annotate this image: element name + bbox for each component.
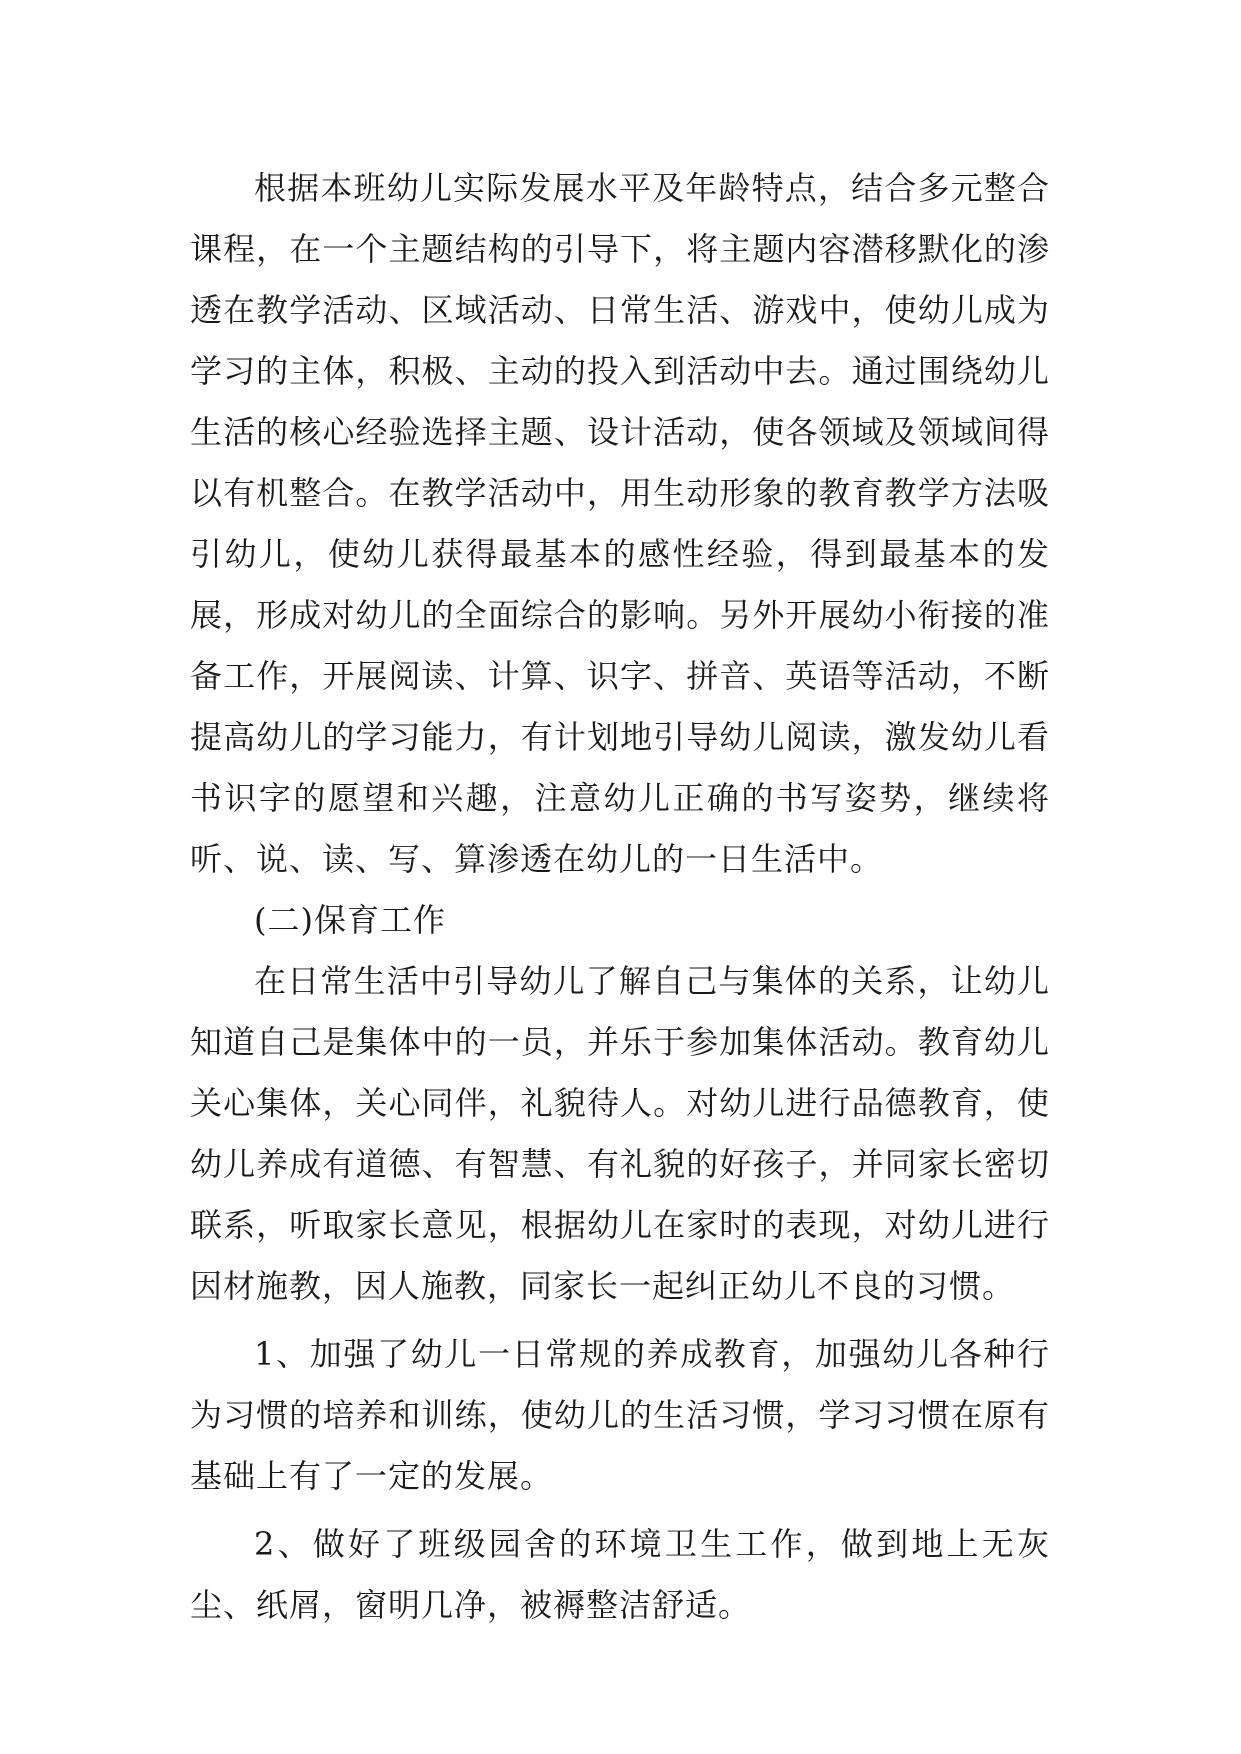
paragraph-daily-life: 在日常生活中引导幼儿了解自己与集体的关系，让幼儿知道自己是集体中的一员，并乐于参加集体活动。教育幼儿关心集体，关心同伴，礼貌待人。对幼儿进行品德教育，使幼儿养成有道德、有智慧、有礼貌的好孩子，并同家长密切联系，听取家长意见，根据幼儿在家时的表现，对幼儿进行因材施教，因人施教，同家长一起纠正幼儿不良的习惯。 bbox=[190, 962, 1050, 1305]
paragraph-item-2: 2、做好了班级园舍的环境卫生工作，做到地上无灰尘、纸屑，窗明几净，被褥整洁舒适。 bbox=[190, 1525, 1050, 1624]
paragraph-item-1: 1、加强了幼儿一日常规的养成教育，加强幼儿各种行为习惯的培养和训练，使幼儿的生活习惯，学习习惯在原有基础上有了一定的发展。 bbox=[190, 1335, 1050, 1495]
paragraph-curriculum: 根据本班幼儿实际发展水平及年龄特点，结合多元整合课程，在一个主题结构的引导下，将主题内容潜移默化的渗透在教学活动、区域活动、日常生活、游戏中，使幼儿成为学习的主体，积极、主动的投入到活动中去。通过围绕幼儿生活的核心经验选择主题、设计活动，使各领域及领域间得以有机整合。在教学活动中，用生动形象的教育教学方法吸引幼儿，使幼儿获得最基本的感性经验，得到最基本的发展，形成对幼儿的全面综合的影响。另外开展幼小衔接的准备工作，开展阅读、计算、识字、拼音、英语等活动，不断提高幼儿的学习能力，有计划地引导幼儿阅读，激发幼儿看书识字的愿望和兴趣，注意幼儿正确的书写姿势，继续将听、说、读、写、算渗透在幼儿的一日生活中。 bbox=[190, 169, 1050, 878]
document-body bbox=[190, 158, 1050, 1636]
section-heading-care-work: (二)保育工作 bbox=[254, 901, 446, 939]
